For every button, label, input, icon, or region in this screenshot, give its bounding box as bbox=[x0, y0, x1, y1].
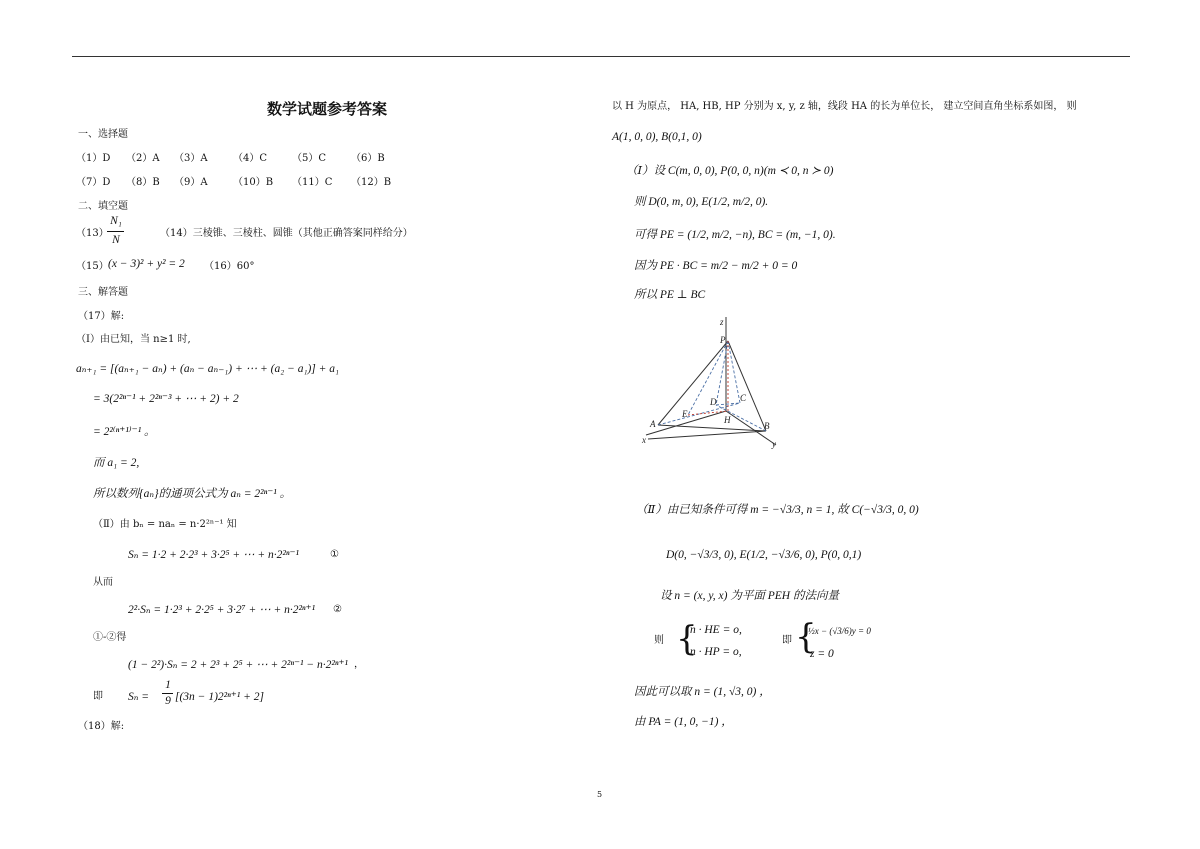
choice-answer: （5）C bbox=[292, 153, 327, 164]
figure-label: H bbox=[724, 415, 731, 425]
edge-AB bbox=[658, 425, 766, 431]
q18-intro-coords: A(1, 0, 0), B(0,1, 0) bbox=[612, 131, 702, 143]
pyramid-figure bbox=[636, 313, 786, 451]
q18-system-eq: n · HE = o, bbox=[690, 624, 742, 636]
q16-answer: （16）60° bbox=[204, 261, 255, 272]
section-choice-heading: 一、选择题 bbox=[78, 129, 128, 140]
page-number: 5 bbox=[597, 790, 603, 799]
fraction-bar bbox=[107, 231, 124, 232]
q17-eq9-rhs: [(3n − 1)2²ⁿ⁺¹ + 2] bbox=[175, 691, 264, 703]
q18-part1-line: 则 D(0, m, 0), E(1/2, m/2, 0). bbox=[634, 196, 769, 208]
q17-equation: = 2²⁽ⁿ⁺¹⁾⁻¹ 。 bbox=[93, 426, 156, 438]
choice-answer: （6）B bbox=[351, 153, 385, 164]
q18-part2-line: 因此可以取 n = (1, √3, 0) ， bbox=[634, 686, 771, 698]
figure-label: A bbox=[650, 419, 656, 429]
figure-label: P bbox=[720, 335, 726, 345]
q13-numerator: N₁ bbox=[110, 215, 122, 227]
q13-denominator: N bbox=[112, 234, 120, 246]
figure-label: z bbox=[720, 317, 724, 327]
choice-answer: （4）C bbox=[233, 153, 268, 164]
q17-from: 从而 bbox=[93, 577, 113, 588]
choice-answer: （10）B bbox=[233, 177, 274, 188]
left-brace: { bbox=[795, 617, 817, 657]
choice-answer: （2）A bbox=[126, 153, 160, 164]
q17-equation: = 3(2²ⁿ⁻¹ + 2²ⁿ⁻³ + ⋯ + 2) + 2 bbox=[93, 393, 239, 405]
q18-part1-line: 所以 PE ⊥ BC bbox=[634, 289, 706, 301]
q18-part1-line: （Ⅰ）设 C(m, 0, 0), P(0, 0, n)(m ≺ 0, n ≻ 0) bbox=[626, 165, 834, 177]
q18-system-eq: n · HP = o, bbox=[690, 646, 742, 658]
choice-answer: （8）B bbox=[126, 177, 160, 188]
figure-label: E bbox=[682, 409, 688, 419]
choice-answer: （11）C bbox=[292, 177, 333, 188]
q18-part2-line: 设 n = (x, y, x) 为平面 PEH 的法向量 bbox=[660, 590, 839, 602]
q17-part2: （Ⅱ）由 bₙ = naₙ = n·2²ⁿ⁻¹ 知 bbox=[93, 519, 237, 530]
q13-label: （13） bbox=[76, 228, 109, 239]
figure-label: B bbox=[764, 421, 770, 431]
section-fill-heading: 二、填空题 bbox=[78, 201, 128, 212]
q17-equation: (1 − 2²)·Sₙ = 2 + 2³ + 2⁵ + ⋯ + 2²ⁿ⁻¹ − n·2²ⁿ⁺¹ bbox=[128, 659, 348, 671]
choice-answer: （1）D bbox=[76, 153, 111, 164]
q17-diff: ①-②得 bbox=[93, 632, 127, 643]
figure-label: D bbox=[710, 397, 717, 407]
q17-heading: （17）解: bbox=[78, 311, 125, 322]
base-AB bbox=[648, 431, 766, 439]
q18-system-eq: z = 0 bbox=[810, 648, 834, 660]
q18-heading: （18）解: bbox=[78, 721, 125, 732]
q17-eq9-den: 9 bbox=[165, 695, 171, 707]
q18-part1-line: 可得 PE = (1/2, m/2, −n), BC = (m, −1, 0). bbox=[634, 229, 836, 241]
page-title: 数学试题参考答案 bbox=[267, 100, 388, 118]
left-brace: { bbox=[676, 619, 698, 659]
choice-answer: （7）D bbox=[76, 177, 111, 188]
q18-part2-line: 由 PA = (1, 0, −1) ， bbox=[634, 716, 733, 728]
q17-ji: 即 bbox=[93, 691, 103, 702]
q17-equation: Sₙ = 1·2 + 2·2³ + 3·2⁵ + ⋯ + n·2²ⁿ⁻¹ bbox=[128, 549, 299, 561]
q17-equation: 2²·Sₙ = 1·2³ + 2·2⁵ + 3·2⁷ + ⋯ + n·2²ⁿ⁺¹ bbox=[128, 604, 316, 616]
q17-equation: aₙ₊₁ = [(aₙ₊₁ − aₙ) + (aₙ − aₙ₋₁) + ⋯ + (a₂ − a₁)] + a₁ bbox=[76, 363, 340, 375]
fraction-bar bbox=[162, 693, 173, 694]
q18-ze: 则 bbox=[654, 635, 664, 646]
q14-answer: （14）三棱锥、三棱柱、圆锥（其他正确答案同样给分） bbox=[160, 228, 413, 239]
equation-mark-1: ① bbox=[330, 549, 339, 560]
choice-answer: （9）A bbox=[174, 177, 208, 188]
q17-equation: 所以数列{aₙ}的通项公式为 aₙ = 2²ⁿ⁻¹ 。 bbox=[93, 488, 292, 500]
q18-part2-line: （Ⅱ）由已知条件可得 m = −√3/3, n = 1, 故 C(−√3/3, 0, 0) bbox=[636, 504, 919, 516]
figure-label: y bbox=[772, 439, 776, 449]
equation-mark-2: ② bbox=[333, 604, 342, 615]
q18-intro: 以 H 为原点， HA, HB, HP 分别为 x, y, z 轴，线段 HA 的长为单位长， 建立空间直角坐标系如图， 则 bbox=[612, 101, 1077, 112]
q18-ji: 即 bbox=[782, 635, 792, 646]
q18-system-eq: ½x − (√3/6)y = 0 bbox=[808, 626, 871, 636]
q17-eq9-lhs: Sₙ = bbox=[128, 691, 150, 703]
q17-eq9-num: 1 bbox=[165, 679, 171, 691]
choice-answer: （12）B bbox=[351, 177, 392, 188]
figure-label: C bbox=[740, 393, 747, 403]
q17-part1: （Ⅰ）由已知，当 n≥1 时, bbox=[76, 334, 191, 345]
top-rule bbox=[72, 56, 1130, 57]
q18-part2-line: D(0, −√3/3, 0), E(1/2, −√3/6, 0), P(0, 0,1) bbox=[666, 549, 862, 561]
edge-PC bbox=[728, 341, 740, 403]
edge-PB bbox=[728, 341, 766, 431]
section-solve-heading: 三、解答题 bbox=[78, 287, 128, 298]
q17-equation: 而 a₁ = 2, bbox=[93, 457, 140, 469]
q15-label: （15） bbox=[76, 261, 109, 272]
figure-label: x bbox=[642, 435, 646, 445]
q17-comma: ， bbox=[354, 659, 364, 670]
choice-answer: （3）A bbox=[174, 153, 208, 164]
edge-PE bbox=[688, 341, 728, 415]
q15-answer: (x − 3)² + y² = 2 bbox=[108, 258, 185, 270]
q18-part1-line: 因为 PE · BC = m/2 − m/2 + 0 = 0 bbox=[634, 260, 798, 272]
